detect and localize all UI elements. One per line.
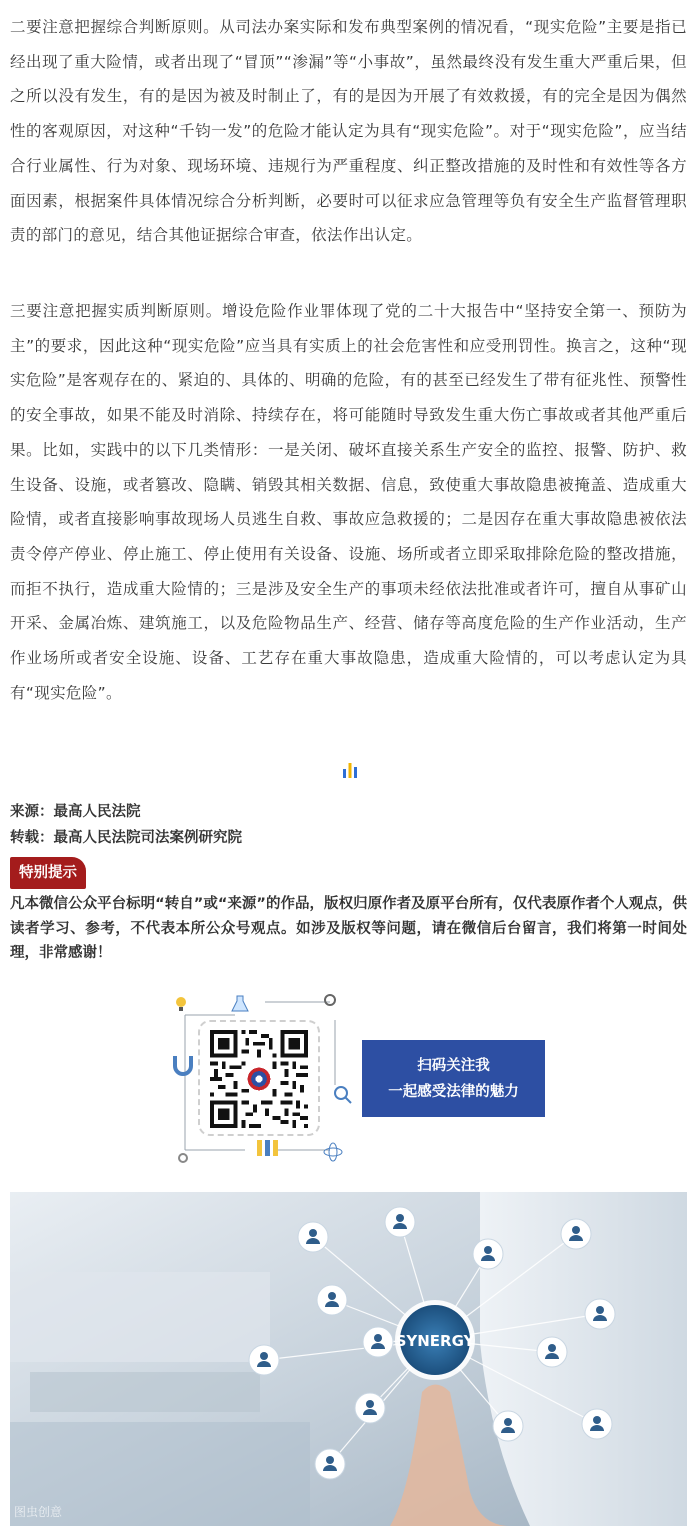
- atom-icon: [324, 1143, 342, 1161]
- bar-chart-divider-icon: [340, 760, 360, 780]
- source-line: 来源：最高人民法院: [10, 804, 141, 820]
- synergy-hero-image: [10, 1192, 687, 1526]
- test-tubes-icon: [257, 1140, 278, 1156]
- notice-text: 凡本微信公众平台标明“转自”或“来源”的作品，版权归原作者及原平台所有，仅代表原作者个人观点，供读者学习、参考，不代表本所公众号观点。如涉及版权等问题，请在微信后台留言，我们将第一时间处理，非常感谢！: [10, 896, 687, 961]
- qr-code[interactable]: [210, 1030, 308, 1128]
- gear-icon: [325, 995, 335, 1005]
- article-paragraph-2: 二要注意把握综合判断原则。从司法办案实际和发布典型案例的情况看，“现实危险”主要是指已经出现了重大险情，或者出现了“冒顶”“渗漏”等“小事故”，虽然最终没有发生重大严重后果，但之所以没有发生，有的是因为被及时制止了，有的是因为开展了有效救援，有的完全是因为偶然性的客观原因，对这种“千钧一发”的危险才能认定为具有“现实危险”。对于“现实危险”，应当结合行业属性、行为对象、现场环境、违规行为严重程度、纠正整改措施的及时性和有效性等各方面因素，根据案件具体情况综合分析判断，必要时可以征求应急管理等负有安全生产监督管理职责的部门的意见，结合其他证据综合审查，依法作出认定。: [10, 18, 687, 245]
- follow-line-1: 扫码关注我: [417, 1057, 490, 1074]
- qr-frame: [198, 1020, 320, 1136]
- lightbulb-icon: [176, 997, 186, 1011]
- notice-badge: 特别提示: [10, 857, 86, 889]
- qr-code-area: [165, 990, 365, 1165]
- magnifier-icon: [335, 1087, 351, 1103]
- small-gear-icon: [179, 1154, 187, 1162]
- flask-icon: [232, 996, 248, 1011]
- synergy-label: SYNERGY: [395, 1332, 475, 1350]
- watermark: 图虫创意: [14, 1505, 63, 1519]
- magnet-icon: [175, 1056, 191, 1074]
- repost-line: 转载：最高人民法院司法案例研究院: [10, 830, 242, 846]
- article-paragraph-3: 三要注意把握实质判断原则。增设危险作业罪体现了党的二十大报告中“坚持安全第一、预防为主”的要求，因此这种“现实危险”应当具有实质上的社会危害性和应受刑罚性。换言之，这种“现实危险”是客观存在的、紧迫的、具体的、明确的危险，有的甚至已经发生了带有征兆性、预警性的安全事故，如果不能及时消除、持续存在，将可能随时导致发生重大伤亡事故或者其他严重后果。比如，实践中的以下几类情形：一是关闭、破坏直接关系生产安全的监控、报警、防护、救生设备、设施，或者篡改、隐瞒、销毁其相关数据、信息，致使重大事故隐患被掩盖、造成重大险情，或者直接影响事故现场人员逃生自救、事故应急救援的；二是因存在重大事故隐患被依法责令停产停业、停止施工、停止使用有关设备、设施、场所或者立即采取排除危险的整改措施，而拒不执行，造成重大险情的；三是涉及安全生产的事项未经依法批准或者许可，擅自从事矿山开采、金属冶炼、建筑施工，以及危险物品生产、经营、储存等高度危险的生产作业活动，生产作业场所或者安全设施、设备、工艺存在重大事故隐患，造成重大险情的，可以考虑认定为具有“现实危险”。: [10, 302, 687, 702]
- follow-line-2: 一起感受法律的魅力: [388, 1083, 519, 1100]
- follow-us-box: [362, 1040, 545, 1117]
